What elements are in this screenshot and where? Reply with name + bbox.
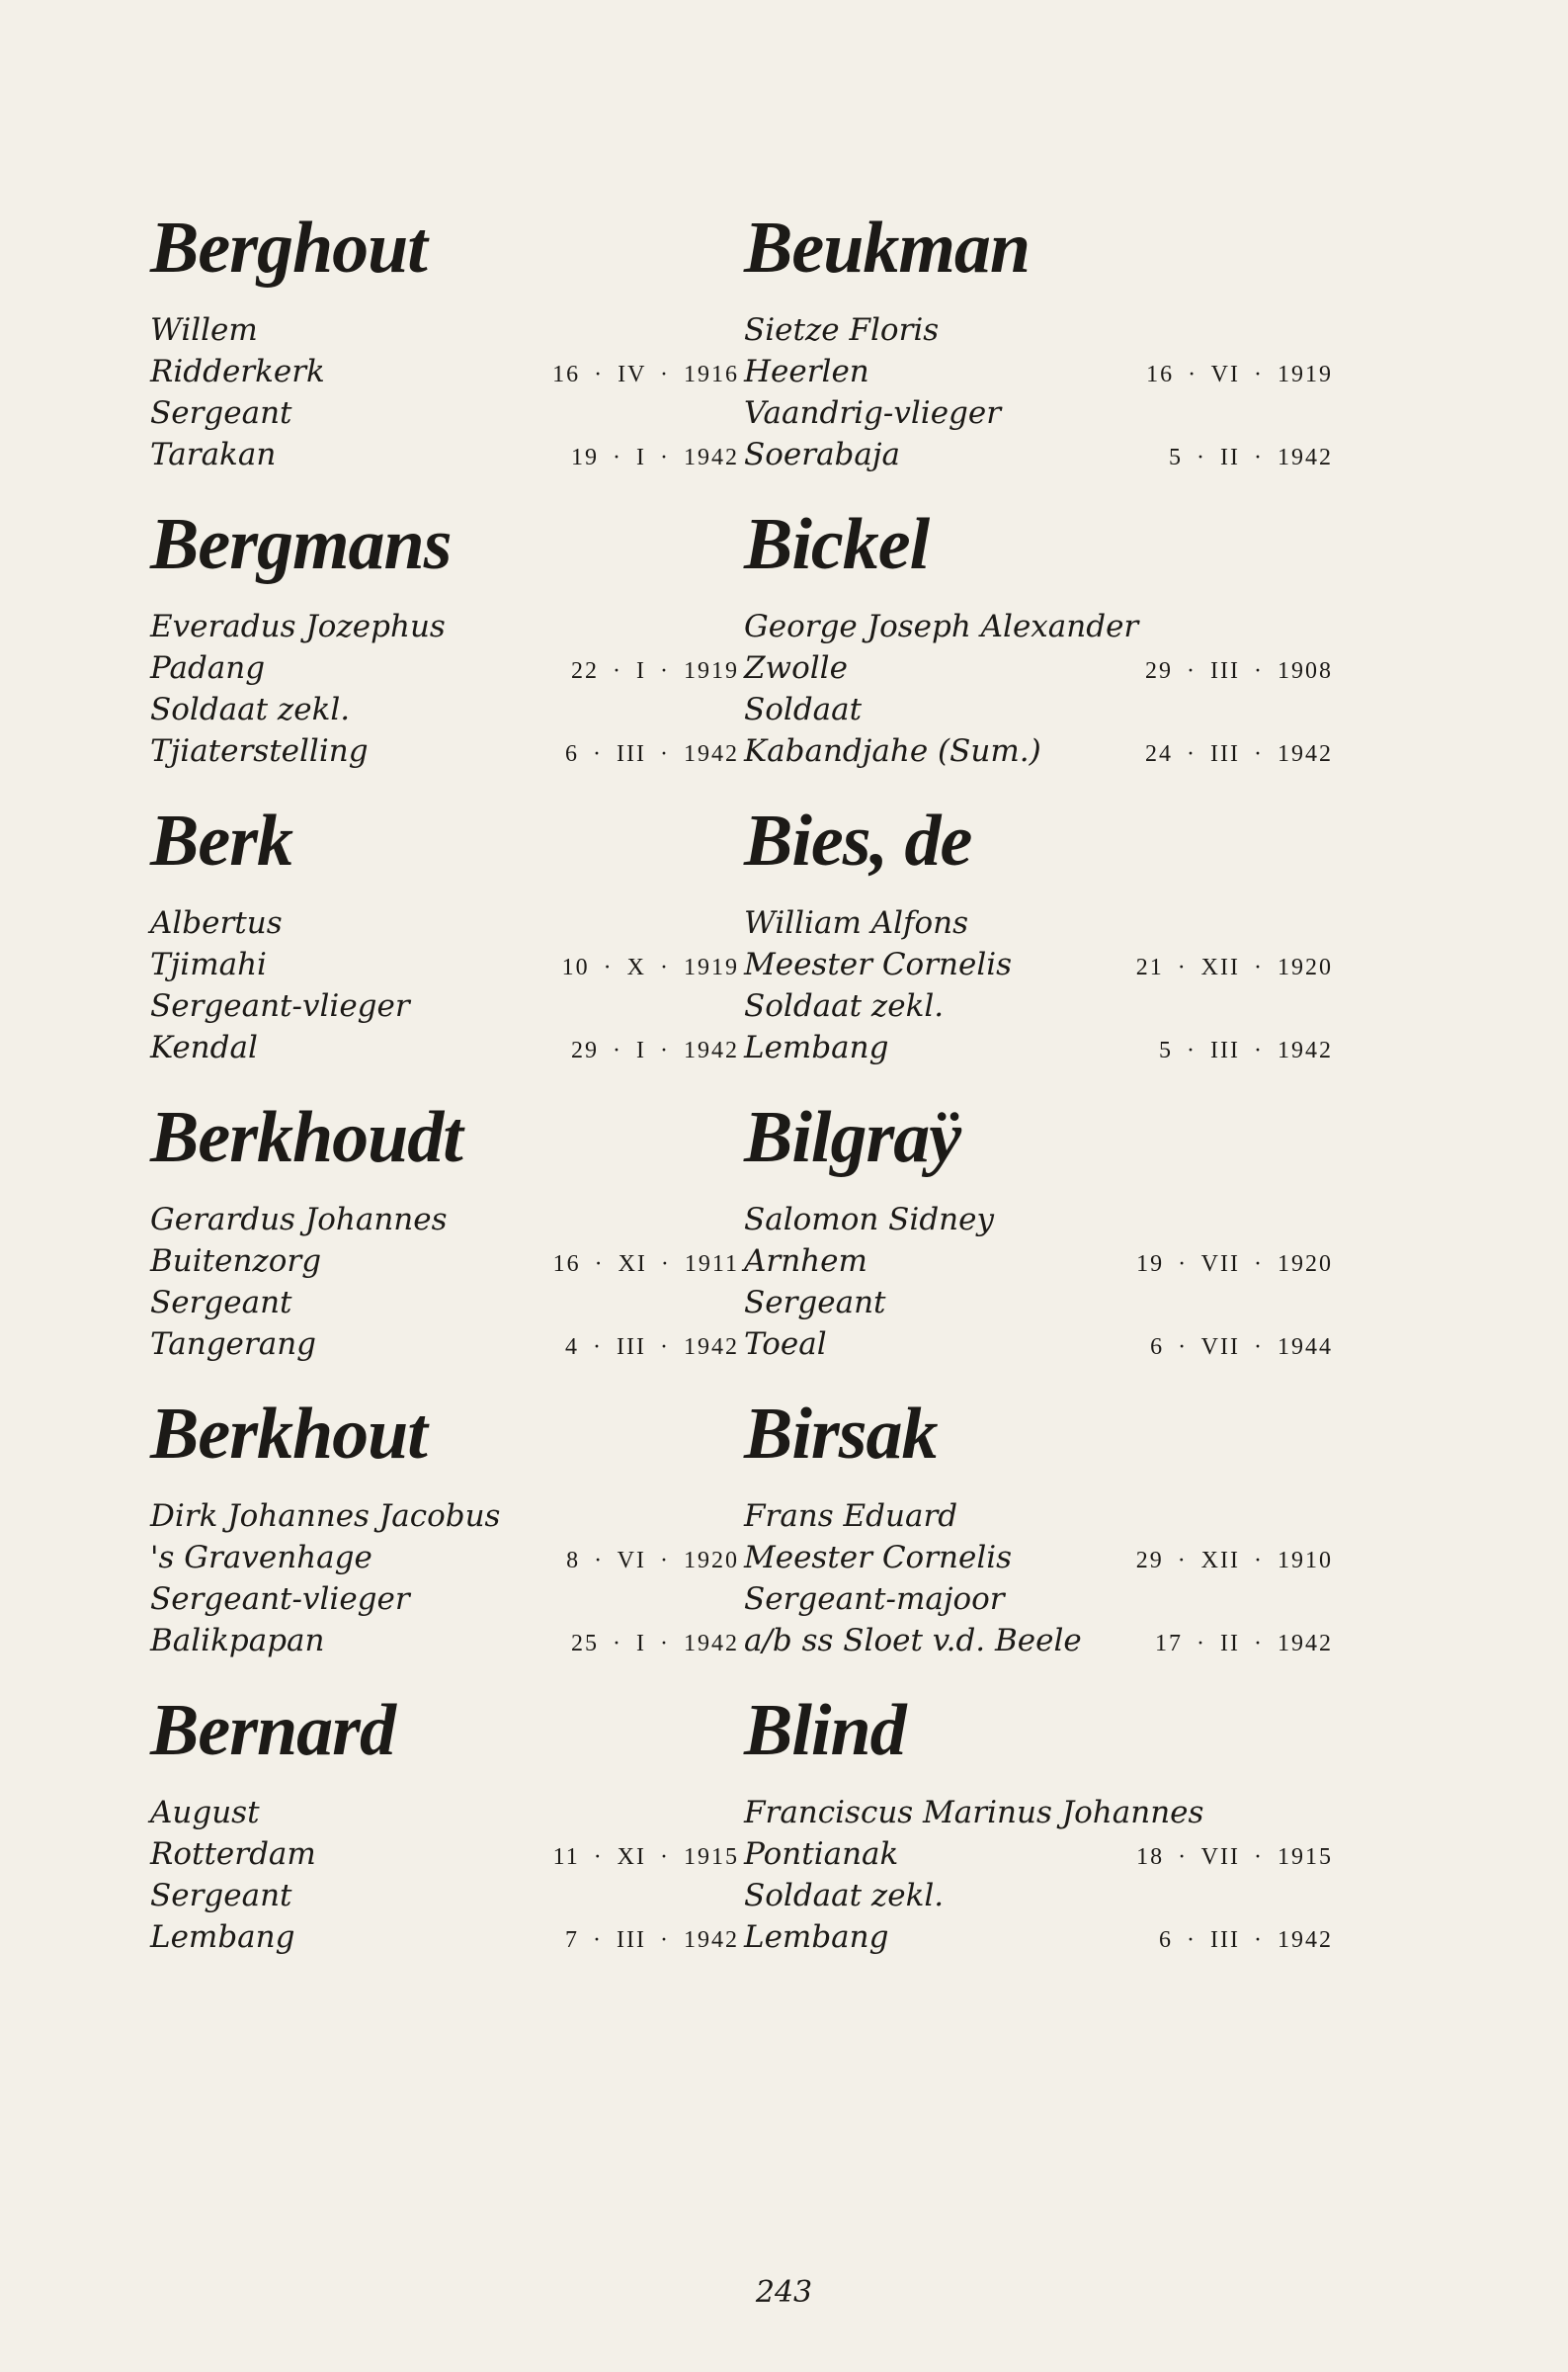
birthdate: 29 · XII · 1910: [1135, 1548, 1333, 1573]
rank: Sergeant: [744, 1285, 886, 1320]
surname: Bernard: [150, 1690, 395, 1771]
deathdate: 29 · I · 1942: [571, 1038, 739, 1063]
death-line: [150, 1916, 743, 1958]
deathplace: Toeal: [744, 1326, 827, 1362]
given-names: Gerardus Johannes: [150, 1202, 448, 1237]
deathplace: Balikpapan: [150, 1623, 325, 1658]
deathdate: 24 · III · 1942: [1145, 741, 1333, 767]
death-line: [744, 1620, 1337, 1661]
birthdate: 11 · XI · 1915: [552, 1844, 739, 1870]
birthplace: Ridderkerk: [150, 354, 325, 389]
rank: Soldaat zekl.: [150, 692, 351, 727]
given-names: Sietze Floris: [744, 312, 940, 348]
birthdate: 18 · VII · 1915: [1136, 1844, 1333, 1870]
given-names-line: [150, 606, 743, 647]
rank-line: [150, 1578, 743, 1620]
entry: [150, 1389, 743, 1685]
rank: Sergeant-majoor: [744, 1581, 1005, 1617]
given-names-line: [150, 309, 743, 351]
rank-line: [150, 689, 743, 730]
birthplace: Buitenzorg: [150, 1243, 322, 1279]
birth-line: [150, 1833, 743, 1875]
birthplace: Padang: [150, 650, 266, 686]
surname: Beukman: [744, 208, 1031, 289]
birth-line: [150, 1537, 743, 1578]
given-names: Frans Eduard: [744, 1498, 958, 1534]
entry: [744, 1092, 1337, 1389]
given-names-line: [150, 902, 743, 944]
birthplace: Arnhem: [744, 1243, 867, 1279]
rank: Soldaat: [744, 692, 863, 727]
rank: Sergeant-vlieger: [150, 988, 410, 1024]
left-column: [150, 203, 743, 1982]
rank-line: [150, 392, 743, 434]
death-line: [150, 730, 743, 772]
surname: Birsak: [744, 1394, 938, 1475]
rank: Sergeant-vlieger: [150, 1581, 410, 1617]
death-line: [744, 1323, 1337, 1365]
entry: [744, 1389, 1337, 1685]
rank: Sergeant: [150, 1285, 292, 1320]
entry: [150, 1092, 743, 1389]
entry: [744, 1685, 1337, 1982]
given-names-line: [744, 606, 1337, 647]
deathplace: Kendal: [150, 1030, 258, 1065]
entry: [744, 203, 1337, 499]
entry: [744, 796, 1337, 1092]
deathplace: Tarakan: [150, 437, 277, 472]
birth-line: [150, 1240, 743, 1282]
given-names: Everadus Jozephus: [150, 609, 446, 644]
birthdate: 16 · XI · 1911: [552, 1251, 739, 1277]
surname: Bickel: [744, 504, 930, 585]
given-names: Dirk Johannes Jacobus: [150, 1498, 501, 1534]
deathplace: Lembang: [744, 1919, 889, 1955]
given-names-line: [150, 1199, 743, 1240]
rank-line: [744, 1875, 1337, 1916]
birthplace: Tjimahi: [150, 947, 267, 982]
surname: Berkhoudt: [150, 1097, 462, 1178]
given-names: August: [150, 1795, 260, 1830]
given-names-line: [744, 1792, 1337, 1833]
given-names: Salomon Sidney: [744, 1202, 994, 1237]
rank-line: [744, 689, 1337, 730]
deathplace: Tangerang: [150, 1326, 317, 1362]
rank: Sergeant: [150, 1878, 292, 1913]
entry: [150, 203, 743, 499]
birthdate: 8 · VI · 1920: [566, 1548, 739, 1573]
deathplace: Lembang: [150, 1919, 295, 1955]
surname: Bilgraÿ: [744, 1097, 961, 1178]
deathdate: 6 · III · 1942: [565, 741, 739, 767]
deathdate: 25 · I · 1942: [571, 1631, 739, 1656]
given-names: Franciscus Marinus Johannes: [744, 1795, 1204, 1830]
rank: Soldaat zekl.: [744, 988, 945, 1024]
birth-line: [744, 1833, 1337, 1875]
birthplace: Heerlen: [744, 354, 869, 389]
rank-line: [744, 1282, 1337, 1323]
deathdate: 7 · III · 1942: [565, 1927, 739, 1953]
entry: [150, 1685, 743, 1982]
death-line: [744, 1027, 1337, 1068]
rank: Vaandrig-vlieger: [744, 395, 1002, 431]
death-line: [150, 434, 743, 475]
birthdate: 16 · IV · 1916: [552, 362, 739, 387]
deathplace: Lembang: [744, 1030, 889, 1065]
deathplace: Tjiaterstelling: [150, 733, 369, 769]
given-names-line: [744, 309, 1337, 351]
given-names: Willem: [150, 312, 258, 348]
birthdate: 16 · VI · 1919: [1146, 362, 1333, 387]
birthplace: Rotterdam: [150, 1836, 316, 1872]
birthplace: Zwolle: [744, 650, 848, 686]
entry: [150, 499, 743, 796]
death-line: [744, 1916, 1337, 1958]
deathdate: 5 · II · 1942: [1169, 445, 1333, 470]
given-names-line: [150, 1495, 743, 1537]
rank-line: [150, 1875, 743, 1916]
given-names-line: [744, 1495, 1337, 1537]
birth-line: [744, 1537, 1337, 1578]
given-names: William Alfons: [744, 905, 969, 941]
death-line: [744, 730, 1337, 772]
deathdate: 6 · VII · 1944: [1150, 1334, 1333, 1360]
surname: Blind: [744, 1690, 906, 1771]
rank-line: [150, 985, 743, 1027]
deathdate: 4 · III · 1942: [565, 1334, 739, 1360]
death-line: [744, 434, 1337, 475]
deathdate: 17 · II · 1942: [1155, 1631, 1333, 1656]
death-line: [150, 1323, 743, 1365]
given-names-line: [744, 902, 1337, 944]
surname: Bies, de: [744, 801, 972, 882]
entry: [150, 796, 743, 1092]
entry: [744, 499, 1337, 796]
deathdate: 19 · I · 1942: [571, 445, 739, 470]
rank-line: [744, 392, 1337, 434]
rank-line: [744, 985, 1337, 1027]
birthdate: 29 · III · 1908: [1145, 658, 1333, 684]
birthplace: Pontianak: [744, 1836, 899, 1872]
surname: Berk: [150, 801, 292, 882]
birthdate: 10 · X · 1919: [561, 955, 739, 980]
death-line: [150, 1620, 743, 1661]
surname: Berghout: [150, 208, 427, 289]
birth-line: [744, 647, 1337, 689]
page-number: 243: [755, 2275, 813, 2310]
birthplace: Meester Cornelis: [744, 947, 1013, 982]
birthdate: 22 · I · 1919: [571, 658, 739, 684]
given-names-line: [744, 1199, 1337, 1240]
birth-line: [744, 944, 1337, 985]
birthdate: 19 · VII · 1920: [1136, 1251, 1333, 1277]
given-names: George Joseph Alexander: [744, 609, 1139, 644]
deathplace: Kabandjahe (Sum.): [744, 733, 1041, 769]
birthplace: Meester Cornelis: [744, 1540, 1013, 1575]
rank: Sergeant: [150, 395, 292, 431]
birth-line: [744, 1240, 1337, 1282]
surname: Bergmans: [150, 504, 452, 585]
birthdate: 21 · XII · 1920: [1135, 955, 1333, 980]
surname: Berkhout: [150, 1394, 427, 1475]
birth-line: [150, 944, 743, 985]
birth-line: [150, 647, 743, 689]
rank: Soldaat zekl.: [744, 1878, 945, 1913]
rank-line: [150, 1282, 743, 1323]
deathplace: a/b ss Sloet v.d. Beele: [744, 1623, 1082, 1658]
given-names-line: [150, 1792, 743, 1833]
right-column: [744, 203, 1337, 1982]
birth-line: [744, 351, 1337, 392]
birth-line: [150, 351, 743, 392]
birthplace: 's Gravenhage: [150, 1540, 372, 1575]
deathplace: Soerabaja: [744, 437, 900, 472]
deathdate: 5 · III · 1942: [1159, 1038, 1333, 1063]
rank-line: [744, 1578, 1337, 1620]
death-line: [150, 1027, 743, 1068]
deathdate: 6 · III · 1942: [1159, 1927, 1333, 1953]
given-names: Albertus: [150, 905, 283, 941]
